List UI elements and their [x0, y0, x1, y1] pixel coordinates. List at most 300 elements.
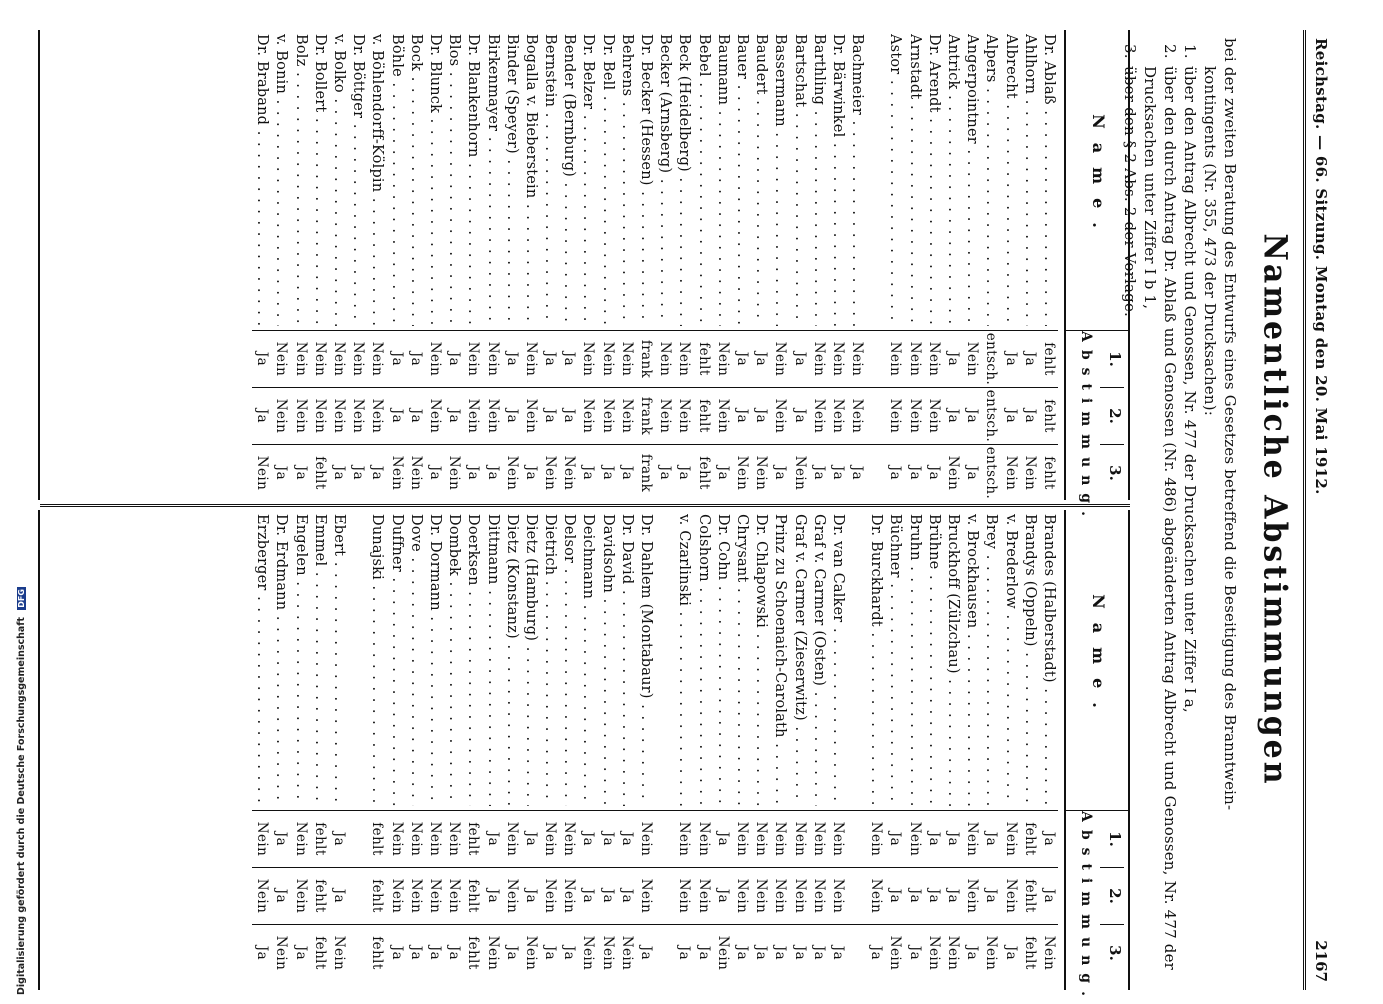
vote-3: Nein: [540, 444, 559, 501]
vote-3: fehlt: [310, 924, 329, 981]
vote-3: fehlt: [367, 924, 386, 981]
vote-1: Nein: [809, 810, 828, 867]
dfg-logo-icon: DFG: [17, 589, 26, 608]
vote-3: Ja: [770, 924, 789, 981]
vote-3: Ja: [578, 444, 597, 501]
vote-1: Ja: [981, 810, 1000, 867]
member-name: Doerksen . . .: [463, 514, 482, 806]
vote-1: [348, 810, 367, 867]
intro-item: [1140, 38, 1180, 982]
vote-2: Nein: [847, 387, 866, 444]
vote-1: Ja: [252, 330, 271, 387]
member-name: v. Czarlinski . . .: [674, 514, 693, 806]
vote-2: Nein: [809, 387, 828, 444]
member-name: Dittmann . . .: [482, 514, 501, 806]
vote-1: Ja: [386, 330, 405, 387]
table-row: [617, 30, 636, 500]
vote-1: Nein: [770, 330, 789, 387]
vote-1: [655, 810, 674, 867]
member-name: Dr. Cohn . . .: [713, 514, 732, 806]
member-name: Bauer . . .: [732, 34, 751, 326]
vote-1: Ja: [540, 330, 559, 387]
member-name: Binder (Speyer) . . .: [502, 34, 521, 326]
vote-1: fehlt: [463, 810, 482, 867]
vote-1: entsch.: [981, 330, 1000, 387]
vote-1: Ja: [559, 330, 578, 387]
vote-3: fehlt: [1020, 924, 1039, 981]
table-row: [636, 30, 655, 500]
member-name: Bock . . .: [406, 34, 425, 326]
vote-3: [655, 924, 674, 981]
member-name: Astor . . .: [885, 34, 904, 326]
vote-2: Nein: [904, 387, 923, 444]
table-row: [809, 510, 828, 990]
member-name: v. Bonin . . .: [271, 34, 290, 326]
vote-1: Nein: [828, 810, 847, 867]
vote-2: [847, 867, 866, 924]
vote-2: Ja: [1020, 387, 1039, 444]
vote-2: Nein: [770, 387, 789, 444]
vote-3: Nein: [482, 924, 501, 981]
table-row: [348, 30, 367, 500]
vote-2: fehlt: [1039, 387, 1058, 444]
vote-3: Ja: [962, 444, 981, 501]
vote-2: Ja: [1000, 387, 1019, 444]
member-name: Chrysant . . .: [732, 514, 751, 806]
vote-1: Ja: [406, 330, 425, 387]
vote-1: Ja: [943, 330, 962, 387]
col-2-header: 2.: [1100, 868, 1124, 925]
vote-1: Nein: [904, 810, 923, 867]
vote-3: Ja: [444, 924, 463, 981]
table-row: [540, 30, 559, 500]
vote-3: Ja: [636, 924, 655, 981]
table-row: [598, 30, 617, 500]
member-name: Angerpointner . . .: [962, 34, 981, 326]
vote-3: Ja: [847, 444, 866, 501]
rotated-page: [40, 30, 1340, 1004]
table-row: [866, 510, 885, 990]
vote-1: Ja: [1000, 330, 1019, 387]
vote-2: Nein: [885, 387, 904, 444]
vote-3: entsch.: [981, 444, 1000, 501]
table-row: [924, 30, 943, 500]
member-name: Bolz . . .: [290, 34, 309, 326]
table-row: [981, 510, 1000, 990]
vote-2: Nein: [482, 387, 501, 444]
table-row: [463, 30, 482, 500]
table-row: [1039, 30, 1058, 500]
vote-1: Nein: [866, 810, 885, 867]
vote-2: Nein: [348, 387, 367, 444]
vote-3: Ja: [713, 444, 732, 501]
table-row: [540, 510, 559, 990]
vote-2: Ja: [885, 867, 904, 924]
vote-2: Ja: [962, 387, 981, 444]
vote-3: Nein: [252, 444, 271, 501]
member-name: Baumann . . .: [713, 34, 732, 326]
vote-3: Nein: [943, 444, 962, 501]
vote-2: Nein: [1000, 867, 1019, 924]
vote-3: Nein: [1020, 444, 1039, 501]
member-name: Dr. Blankenhorn . . .: [463, 34, 482, 326]
vote-3: Nein: [502, 444, 521, 501]
vote-1: Nein: [693, 810, 712, 867]
member-name: Dr. Dormann . . .: [425, 514, 444, 806]
table-row: [713, 510, 732, 990]
name-column-header: Name.: [1089, 594, 1108, 722]
vote-2: Nein: [962, 867, 981, 924]
table-row: [444, 510, 463, 990]
table-row: [482, 30, 501, 500]
vote-1: Ja: [1039, 810, 1058, 867]
vote-1: fehlt: [693, 330, 712, 387]
member-name: Ahlhorn . . .: [1020, 34, 1039, 326]
page-title: Namentliche Abstimmungen: [1256, 233, 1293, 787]
member-name: Dombek . . .: [444, 514, 463, 806]
table-row: [521, 510, 540, 990]
vote-1: Ja: [732, 330, 751, 387]
vote-2: Ja: [904, 867, 923, 924]
vote-2: Nein: [502, 867, 521, 924]
vote-1: fehlt: [1039, 330, 1058, 387]
table-row: [636, 510, 655, 990]
vote-3: fehlt: [1039, 444, 1058, 501]
table-row: [386, 510, 405, 990]
member-name: Brandys (Oppeln) . . .: [1020, 514, 1039, 806]
vote-2: Nein: [540, 867, 559, 924]
table-row: [713, 30, 732, 500]
vote-2: Nein: [425, 387, 444, 444]
vote-1: Nein: [674, 810, 693, 867]
member-name: Dr. Bell . . .: [597, 34, 616, 326]
member-name: Birkenmayer . . .: [482, 34, 501, 326]
vote-2: Ja: [444, 387, 463, 444]
vote-3: Ja: [617, 444, 636, 501]
vote-1: Ja: [789, 330, 808, 387]
vote-2: Nein: [617, 387, 636, 444]
member-name: Brey . . .: [981, 514, 1000, 806]
vote-2: [348, 867, 367, 924]
member-name: Dr. Blunck . . .: [425, 34, 444, 326]
vote-1: Nein: [962, 810, 981, 867]
member-name: Engelen . . .: [290, 514, 309, 806]
table-row: [828, 30, 847, 500]
table-row: [1000, 510, 1019, 990]
vote-3: Ja: [809, 924, 828, 981]
member-name: Graf v. Carmer (Zieserwitz) . . .: [789, 514, 808, 806]
table-row: [751, 30, 770, 500]
vote-table-right: [38, 510, 1130, 1004]
table-row: [1020, 510, 1039, 990]
vote-3: Nein: [406, 444, 425, 501]
table-row: [809, 30, 828, 500]
vote-1: Nein: [924, 330, 943, 387]
vote-1: Nein: [751, 810, 770, 867]
table-row: [578, 30, 597, 500]
table-row: [578, 510, 597, 990]
funding-note: [16, 589, 28, 995]
column-separator: [40, 504, 1130, 507]
intro-lead-2: kontingents (Nr. 355, 473 der Drucksachen):: [1201, 66, 1219, 417]
intro-text: [1120, 38, 1240, 982]
vote-3: fehlt: [463, 924, 482, 981]
vote-3: Nein: [1039, 924, 1058, 981]
member-name: v. Brederlow . . .: [1000, 514, 1019, 806]
vote-1: Nein: [502, 810, 521, 867]
vote-2: Nein: [866, 867, 885, 924]
table-row: [981, 30, 1000, 500]
vote-3: Ja: [809, 444, 828, 501]
table-row: [367, 510, 386, 990]
header-title: Reichstag. — 66. Sitzung. Montag den 20. Mai 1912.: [1312, 38, 1330, 495]
member-name: Bender (Bernburg) . . .: [559, 34, 578, 326]
member-name: Dr. Bollert . . .: [310, 34, 329, 326]
member-name: Albrecht . . .: [1000, 34, 1019, 326]
table-row: [291, 30, 310, 500]
vote-2: Nein: [521, 387, 540, 444]
member-name: Dr. van Calker . . .: [828, 514, 847, 806]
vote-1: Nein: [367, 330, 386, 387]
vote-2: fehlt: [693, 387, 712, 444]
member-name: Bassermann . . .: [770, 34, 789, 326]
intro-lead: bei der zweiten Beratung des Entwurfs eines Gesetzes betreffend die Beseitigung des Branntwein-: [1221, 38, 1239, 811]
vote-table: [40, 30, 1130, 1004]
vote-1: Nein: [348, 330, 367, 387]
vote-1: frank: [636, 330, 655, 387]
vote-1: Nein: [578, 330, 597, 387]
vote-3: Ja: [693, 924, 712, 981]
vote-3: Ja: [482, 444, 501, 501]
member-name: Delsor . . .: [559, 514, 578, 806]
vote-1: Nein: [290, 810, 309, 867]
vote-3: Ja: [290, 444, 309, 501]
member-name: Baudert . . .: [751, 34, 770, 326]
table-row: [406, 30, 425, 500]
vote-3: Ja: [789, 924, 808, 981]
vote-2: Nein: [290, 387, 309, 444]
vote-1: Nein: [482, 330, 501, 387]
abstimmung-header: [1066, 810, 1128, 1004]
vote-2: Nein: [367, 387, 386, 444]
vote-3: Ja: [386, 924, 405, 981]
member-name: Bartschat . . .: [789, 34, 808, 326]
table-row: [905, 510, 924, 990]
intro-item-text: über den durch Antrag Dr. Ablaß und Genossen (Nr. 486) abgeänderten Antrag Albrecht und Genossen, Nr. 477 der Drucksachen unter Ziffer I b 1,: [1141, 66, 1179, 971]
member-name: Graf v. Carmer (Osten) . . .: [809, 514, 828, 806]
table-row: [732, 510, 751, 990]
table-row: [962, 30, 981, 500]
vote-2: Nein: [444, 867, 463, 924]
vote-1: Nein: [559, 810, 578, 867]
vote-2: Ja: [943, 867, 962, 924]
vote-1: Nein: [636, 810, 655, 867]
table-row: [674, 510, 693, 990]
vote-2: Nein: [386, 867, 405, 924]
member-name: Bachmeier . . .: [847, 34, 866, 326]
table-row: [943, 510, 962, 990]
vote-2: Nein: [713, 387, 732, 444]
col-2-header: 2.: [1100, 388, 1124, 445]
vote-2: Nein: [290, 867, 309, 924]
table-row: [770, 30, 789, 500]
vote-2: Ja: [406, 387, 425, 444]
member-name: Arnstadt . . .: [904, 34, 923, 326]
table-row: [559, 30, 578, 500]
table-row: [386, 30, 405, 500]
member-name: Behrens . . .: [617, 34, 636, 326]
member-name: Dr. Burckhardt . . .: [866, 514, 885, 806]
vote-1: Nein: [885, 330, 904, 387]
member-name: Bruckhoff (Zülzchau) . . .: [943, 514, 962, 806]
vote-2: Ja: [732, 387, 751, 444]
vote-3: Ja: [770, 444, 789, 501]
member-name: Bogalla v. Bieberstein . . .: [521, 34, 540, 326]
table-row: [1000, 30, 1019, 500]
member-name: v. Bolko . . .: [329, 34, 348, 326]
member-name: Dietz (Konstanz) . . .: [502, 514, 521, 806]
vote-3: Nein: [751, 444, 770, 501]
vote-3: Nein: [271, 924, 290, 981]
table-row: [674, 30, 693, 500]
vote-3: fehlt: [693, 444, 712, 501]
member-name: Dr. Belzer . . .: [578, 34, 597, 326]
vote-3: Nein: [885, 924, 904, 981]
member-name: Dunajski . . .: [367, 514, 386, 806]
table-row: [866, 30, 885, 500]
table-row: [693, 510, 712, 990]
member-name: Dietrich . . .: [540, 514, 559, 806]
col-3-header: 3.: [1106, 945, 1124, 961]
vote-3: Ja: [425, 444, 444, 501]
vote-2: Nein: [751, 867, 770, 924]
vote-3: Ja: [828, 444, 847, 501]
vote-2: Nein: [406, 867, 425, 924]
vote-1: Nein: [789, 810, 808, 867]
table-row: [482, 510, 501, 990]
member-name: Emmel . . .: [310, 514, 329, 806]
table-row: [329, 30, 348, 500]
table-row: [770, 510, 789, 990]
table-row: [655, 510, 674, 990]
member-name: Blos . . .: [444, 34, 463, 326]
table-row: [617, 510, 636, 990]
member-name: Bernstein . . .: [540, 34, 559, 326]
vote-1: Nein: [329, 330, 348, 387]
member-name: Bruhn . . .: [904, 514, 923, 806]
vote-2: Ja: [521, 867, 540, 924]
vote-1: Ja: [329, 810, 348, 867]
vote-1: fehlt: [367, 810, 386, 867]
vote-3: [847, 924, 866, 981]
member-name: Bebel . . .: [693, 34, 712, 326]
table-row: [751, 510, 770, 990]
vote-1: Nein: [674, 330, 693, 387]
vote-table-left: [38, 30, 1130, 524]
vote-2: Nein: [789, 867, 808, 924]
vote-3: Nein: [386, 444, 405, 501]
funding-note-text: Digitalisierung gefördert durch die Deutsche Forschungsgemeinschaft: [16, 617, 27, 995]
member-name: Dr. Chlapowski . . .: [751, 514, 770, 806]
vote-2: Nein: [809, 867, 828, 924]
vote-2: Ja: [329, 867, 348, 924]
vote-2: Ja: [789, 387, 808, 444]
table-row: [1039, 510, 1058, 990]
table-row: [1020, 30, 1039, 500]
member-name: v. Böhlendorff-Kölpin . . .: [367, 34, 386, 326]
member-name: Antrick . . .: [943, 34, 962, 326]
vote-2: Ja: [482, 867, 501, 924]
vote-2: fehlt: [367, 867, 386, 924]
intro-item: [1180, 38, 1200, 982]
vote-2: Nein: [310, 387, 329, 444]
vote-3: Nein: [329, 924, 348, 981]
member-name: v. Brockhausen . . .: [962, 514, 981, 806]
vote-1: Nein: [463, 330, 482, 387]
vote-1: Nein: [252, 810, 271, 867]
vote-2: Ja: [252, 387, 271, 444]
table-row: [252, 30, 271, 500]
vote-2: Ja: [981, 867, 1000, 924]
vote-3: [348, 924, 367, 981]
vote-1: Ja: [1020, 330, 1039, 387]
vote-3: Ja: [502, 924, 521, 981]
table-row: [847, 510, 866, 990]
intro-item-number: 3.: [1121, 44, 1139, 59]
vote-3: Nein: [732, 444, 751, 501]
table-row: [924, 510, 943, 990]
vote-3: Ja: [828, 924, 847, 981]
table-row: [943, 30, 962, 500]
vote-1: Nein: [962, 330, 981, 387]
member-name: Dr. Böttger . . .: [348, 34, 367, 326]
vote-2: [866, 387, 885, 444]
vote-3: frank: [636, 444, 655, 501]
left-rows: [252, 30, 1064, 500]
table-row: [521, 30, 540, 500]
vote-3: Ja: [962, 924, 981, 981]
table-row: [789, 30, 808, 500]
member-name: Dr. Braband . . .: [252, 34, 271, 326]
vote-1: Nein: [290, 330, 309, 387]
vote-3: fehlt: [310, 444, 329, 501]
table-row: [885, 30, 904, 500]
vote-1: Ja: [597, 810, 616, 867]
member-name: Dr. Becker (Hessen) . . .: [636, 34, 655, 326]
vote-2: Nein: [252, 867, 271, 924]
vote-3: Ja: [367, 444, 386, 501]
vote-2: [655, 867, 674, 924]
intro-item-text: über den Antrag Albrecht und Genossen, Nr. 477 der Drucksachen unter Ziffer I a,: [1181, 66, 1199, 713]
vote-2: Ja: [540, 387, 559, 444]
vote-2: Ja: [713, 867, 732, 924]
vote-3: Nein: [521, 924, 540, 981]
vote-3: Nein: [943, 924, 962, 981]
member-name: Duffner . . .: [386, 514, 405, 806]
vote-1: [847, 810, 866, 867]
table-row: [252, 510, 271, 990]
vote-3: Ja: [655, 444, 674, 501]
table-header: [1064, 510, 1128, 1004]
member-name: Erzberger . . .: [252, 514, 271, 806]
vote-3: Ja: [674, 444, 693, 501]
vote-1: Nein: [540, 810, 559, 867]
vote-1: Ja: [943, 810, 962, 867]
member-name: Beck (Heidelberg) . . .: [674, 34, 693, 326]
vote-2: Ja: [943, 387, 962, 444]
vote-2: Nein: [828, 387, 847, 444]
member-name: Brandes (Halberstadt) . . .: [1039, 514, 1058, 806]
